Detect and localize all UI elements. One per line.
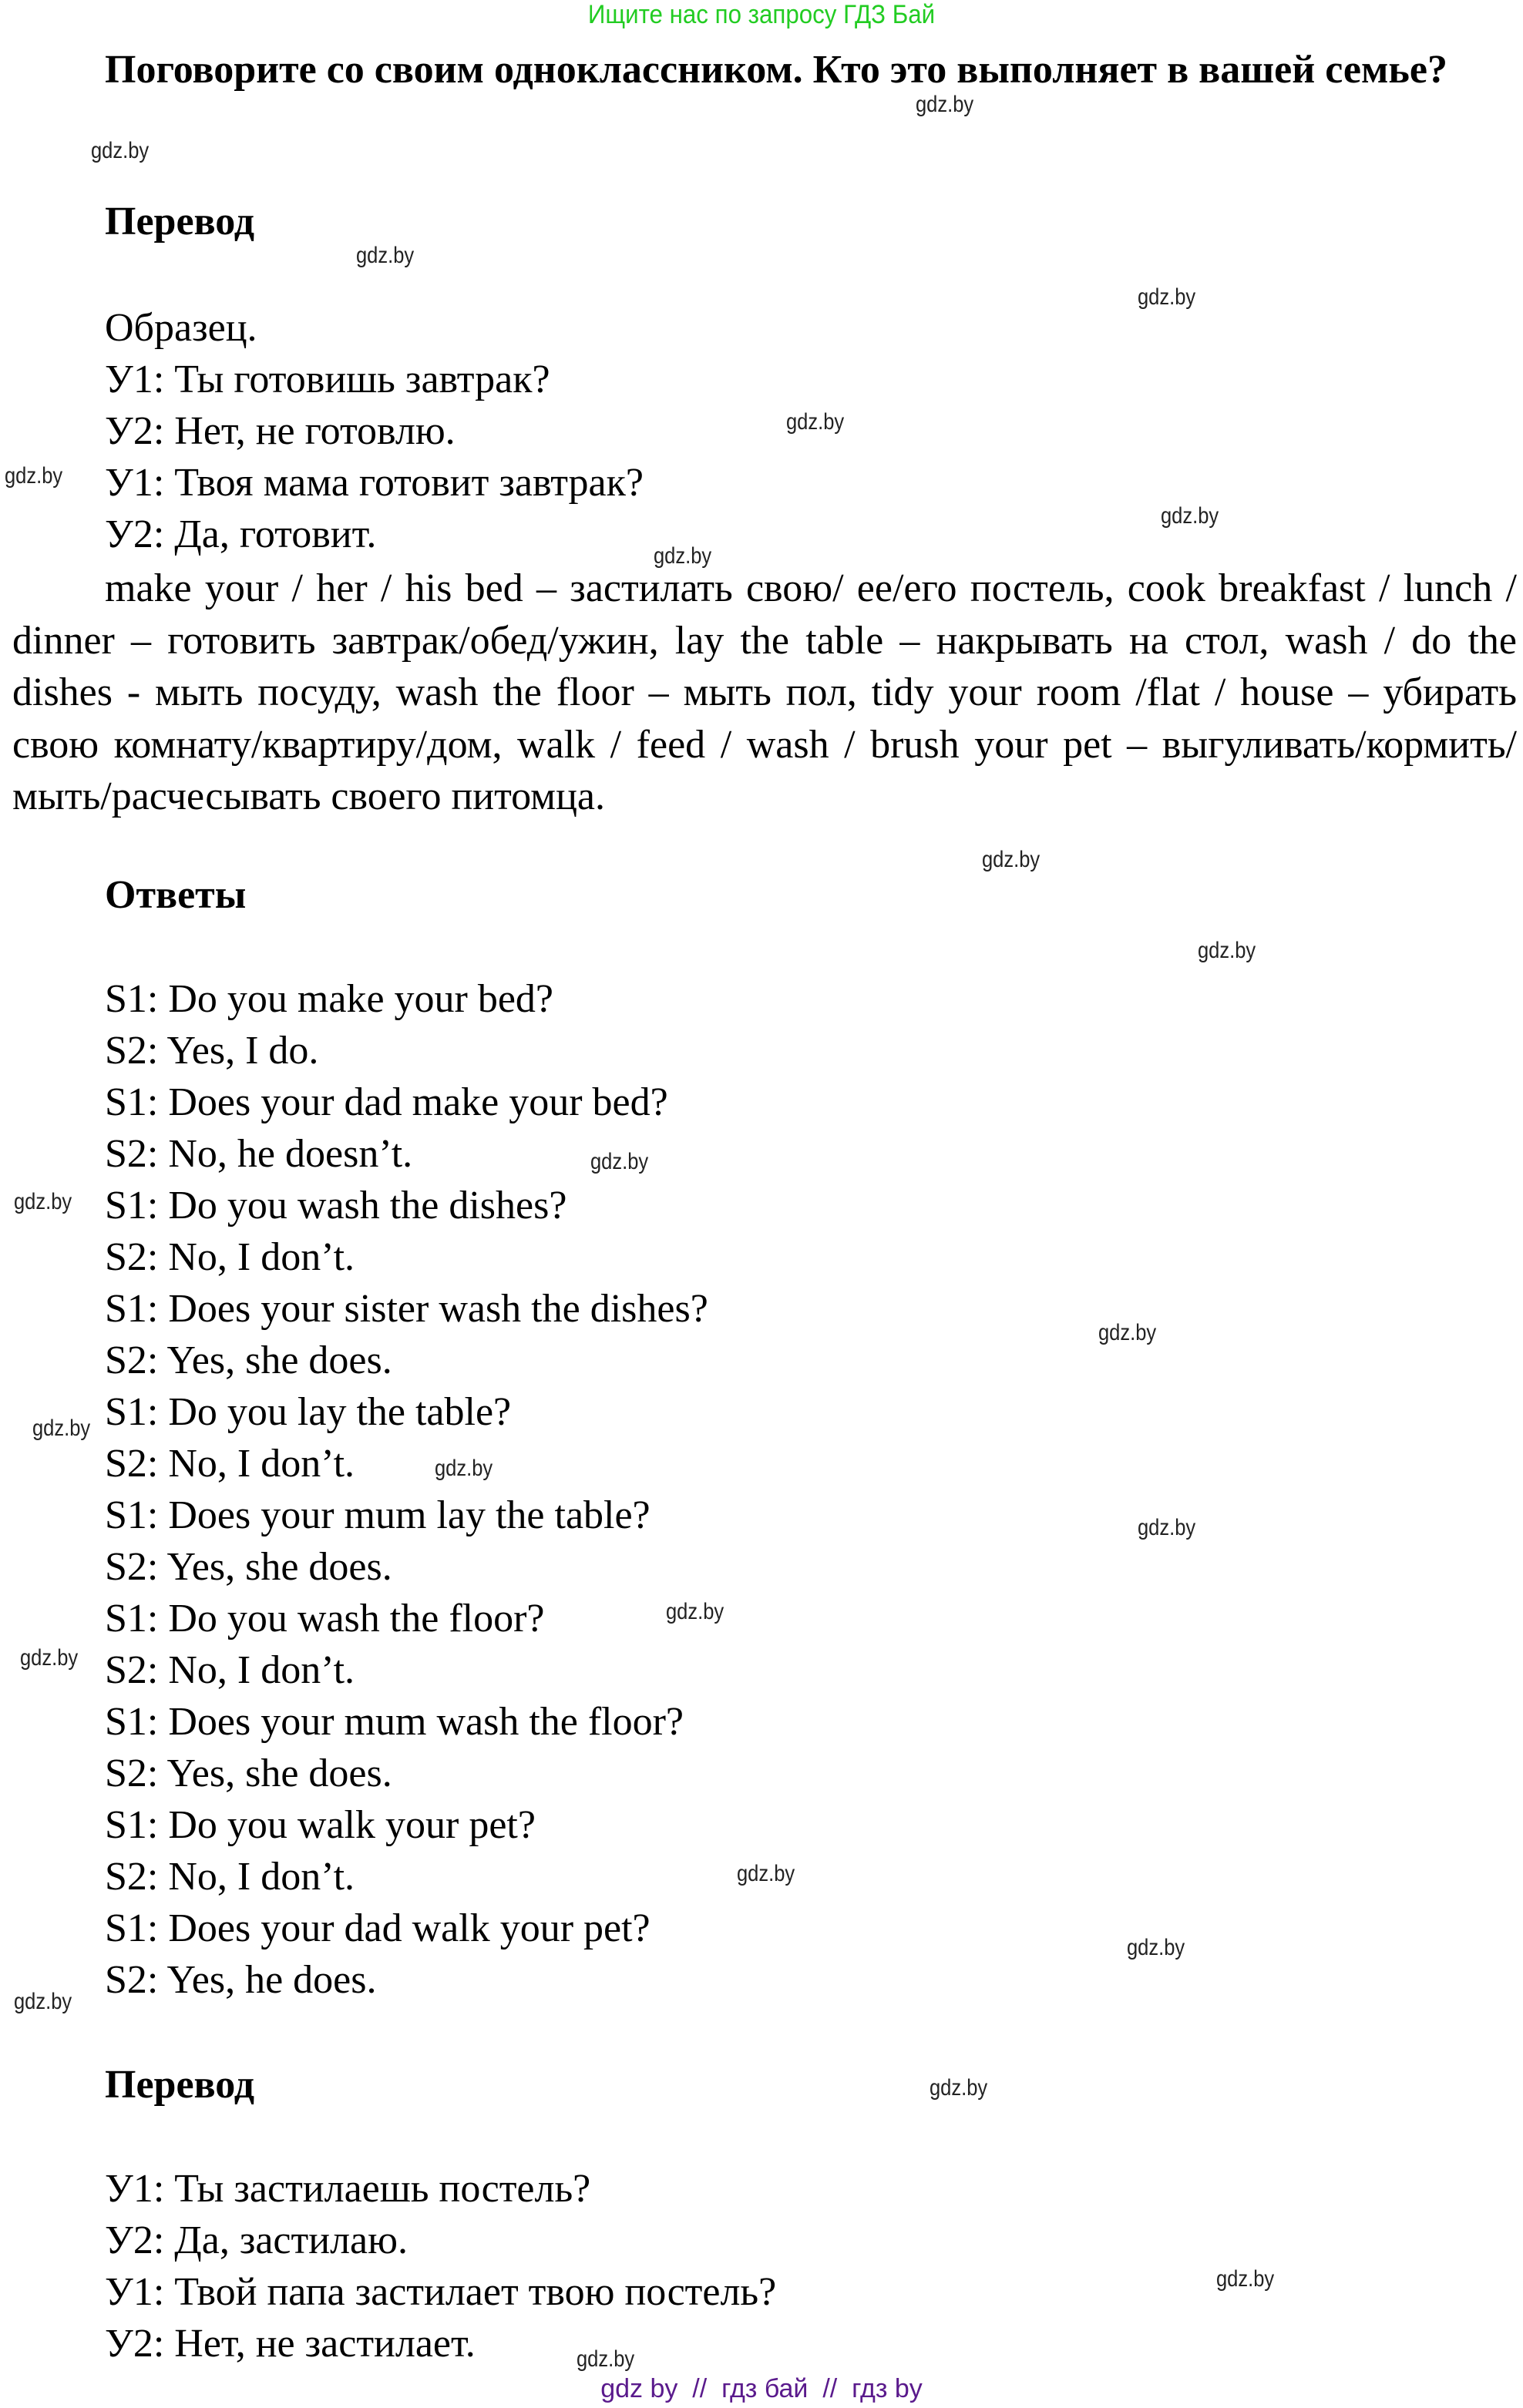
watermark: gdz.by bbox=[1138, 284, 1196, 310]
answer-line: S2: No, I don’t. bbox=[105, 1648, 355, 1692]
footer-links[interactable]: gdz by // гдз бай // гдз by bbox=[600, 2374, 923, 2403]
answer-line: S2: No, I don’t. bbox=[105, 1442, 355, 1486]
watermark: gdz.by bbox=[356, 243, 415, 268]
answer-line: S2: Yes, he does. bbox=[105, 1958, 377, 2002]
top-banner[interactable]: Ищите нас по запросу ГДЗ Бай bbox=[587, 0, 936, 29]
answer-line: S2: No, I don’t. bbox=[105, 1235, 355, 1279]
translation-line: У1: Ты застилаешь постель? bbox=[105, 2167, 591, 2211]
watermark: gdz.by bbox=[1198, 938, 1256, 963]
answer-line: S1: Do you walk your pet? bbox=[105, 1803, 536, 1847]
watermark: gdz.by bbox=[737, 1861, 795, 1886]
sample-line: У1: Твоя мама готовит завтрак? bbox=[105, 461, 644, 505]
watermark: gdz.by bbox=[916, 92, 974, 117]
sample-line: У2: Нет, не готовлю. bbox=[105, 409, 456, 453]
answer-line: S1: Do you lay the table? bbox=[105, 1390, 512, 1434]
watermark: gdz.by bbox=[20, 1645, 79, 1671]
answer-line: S2: No, I don’t. bbox=[105, 1855, 355, 1899]
answer-line: S2: Yes, I do. bbox=[105, 1029, 319, 1073]
answer-line: S2: Yes, she does. bbox=[105, 1751, 392, 1795]
answer-line: S2: No, he doesn’t. bbox=[105, 1132, 413, 1176]
answer-line: S1: Do you wash the floor? bbox=[105, 1597, 545, 1641]
sample-line: У2: Да, готовит. bbox=[105, 512, 377, 556]
vocabulary-paragraph: make your / her / his bed – застилать свою/ ее/его постель, cook breakfast / lunch / dinner – готовить завтрак/обед/ужин, lay the table – накрывать на стол, wash / do the dishes - мыть посуду, wash the floor – мыть пол, tidy your room /flat / house – убирать свою комнату/квартиру/дом, walk / feed / wash / brush your pet – выгуливать/кормить/мыть/расчесывать своего питомца. bbox=[12, 566, 1517, 818]
watermark: gdz.by bbox=[14, 1989, 72, 2014]
answer-line: S1: Does your dad make your bed? bbox=[105, 1080, 668, 1124]
answer-line: S1: Does your mum lay the table? bbox=[105, 1493, 651, 1537]
task-title: Поговорите со своим одноклассником. Кто это выполняет в вашей семье? bbox=[105, 48, 1447, 92]
answer-line: S1: Does your mum wash the floor? bbox=[105, 1700, 684, 1744]
answer-line: S1: Do you wash the dishes? bbox=[105, 1184, 567, 1228]
translation-heading: Перевод bbox=[105, 200, 255, 243]
watermark: gdz.by bbox=[590, 1149, 649, 1174]
watermark: gdz.by bbox=[5, 463, 63, 489]
watermark: gdz.by bbox=[1161, 503, 1219, 529]
sample-line: У1: Ты готовишь завтрак? bbox=[105, 358, 550, 401]
translation-line: У2: Да, застилаю. bbox=[105, 2218, 408, 2262]
answer-line: S1: Does your sister wash the dishes? bbox=[105, 1287, 708, 1331]
sample-label: Образец. bbox=[105, 306, 257, 350]
answer-line: S2: Yes, she does. bbox=[105, 1545, 392, 1589]
answers-heading: Ответы bbox=[105, 873, 247, 917]
translation-heading-2: Перевод bbox=[105, 2063, 255, 2107]
watermark: gdz.by bbox=[1127, 1935, 1185, 1960]
answer-line: S1: Does your dad walk your pet? bbox=[105, 1906, 651, 1950]
watermark: gdz.by bbox=[14, 1189, 72, 1214]
translation-line: У2: Нет, не застилает. bbox=[105, 2322, 476, 2366]
watermark: gdz.by bbox=[435, 1456, 493, 1481]
watermark: gdz.by bbox=[577, 2346, 635, 2372]
watermark: gdz.by bbox=[930, 2075, 988, 2101]
answer-line: S2: Yes, she does. bbox=[105, 1338, 392, 1382]
watermark: gdz.by bbox=[1138, 1515, 1196, 1540]
watermark: gdz.by bbox=[32, 1416, 91, 1441]
watermark: gdz.by bbox=[786, 409, 845, 435]
watermark: gdz.by bbox=[982, 847, 1041, 872]
watermark: gdz.by bbox=[654, 543, 712, 569]
translation-line: У1: Твой папа застилает твою постель? bbox=[105, 2270, 777, 2314]
watermark: gdz.by bbox=[666, 1599, 725, 1624]
answer-line: S1: Do you make your bed? bbox=[105, 977, 554, 1021]
watermark: gdz.by bbox=[1098, 1320, 1157, 1345]
watermark: gdz.by bbox=[91, 138, 150, 163]
watermark: gdz.by bbox=[1216, 2266, 1275, 2292]
